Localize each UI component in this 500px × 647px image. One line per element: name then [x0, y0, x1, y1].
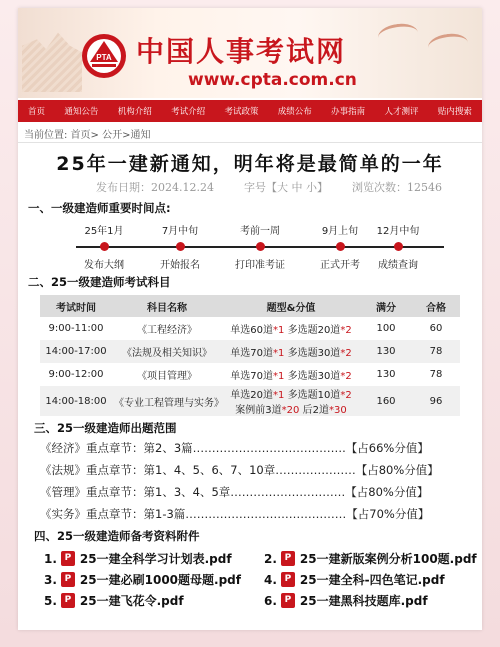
- timeline-event: 开始报名: [160, 260, 200, 271]
- nav-item-exam-policy[interactable]: 考试政策: [224, 107, 259, 117]
- exam-subjects-table: [40, 295, 460, 416]
- pdf-icon: P: [281, 551, 295, 566]
- pdf-icon: P: [61, 593, 75, 608]
- timeline-date: 7月中旬: [161, 226, 199, 237]
- nav-item-home[interactable]: 首页: [28, 107, 46, 117]
- full-score: 130: [376, 369, 396, 380]
- site-banner: [18, 8, 482, 98]
- exam-time: 14:00-18:00: [40, 386, 112, 416]
- view-count: 浏览次数：12546: [352, 181, 442, 194]
- pdf-attachment-link[interactable]: [44, 550, 232, 567]
- table-header: 合格: [412, 295, 460, 317]
- great-wall-decoration: [22, 26, 82, 92]
- nav-item-scores[interactable]: 成绩公布: [277, 107, 312, 117]
- svg-text:PTA: PTA: [96, 53, 112, 62]
- dove-icon: [377, 21, 420, 48]
- table-row: [40, 340, 460, 363]
- item-number: 6.: [264, 593, 277, 608]
- pdf-icon: P: [61, 551, 75, 566]
- main-nav: [18, 100, 482, 122]
- pdf-icon: P: [281, 572, 295, 587]
- table-header: 题型&分值: [222, 295, 360, 317]
- item-number: 5.: [44, 593, 57, 608]
- exam-time: 14:00-17:00: [40, 340, 112, 363]
- pdf-attachment-link[interactable]: [264, 592, 428, 609]
- pass-score: 96: [412, 386, 460, 416]
- full-score: 100: [376, 323, 396, 334]
- subject-name: 《专业工程管理与实务》: [112, 386, 222, 416]
- pdf-attachment-link[interactable]: [264, 550, 477, 567]
- section-heading-timeline: 一、一级建造师重要时间点:: [28, 201, 171, 215]
- timeline-dot: [176, 242, 185, 251]
- cpta-logo-icon[interactable]: [80, 32, 128, 80]
- table-row: [40, 317, 460, 340]
- nav-item-search[interactable]: 贴内搜索: [437, 107, 472, 117]
- scope-item: 《经济》重点章节：第2、3篇………………………………….【占66%分值】: [40, 441, 429, 455]
- timeline-date: 25年1月: [84, 226, 124, 237]
- table-header: 满分: [360, 295, 412, 317]
- full-score: 130: [360, 340, 412, 363]
- section-heading-scope: 三、25一级建造师出题范围: [34, 421, 177, 435]
- dove-icon: [427, 31, 470, 58]
- timeline-dot: [100, 242, 109, 251]
- pass-score: 78: [429, 369, 443, 380]
- nav-item-assessment[interactable]: 人才测评: [384, 107, 419, 117]
- item-number: 2.: [264, 551, 277, 566]
- font-size-selector[interactable]: 字号【大 中 小】: [244, 181, 328, 194]
- file-name: 25一建全科-四色笔记.pdf: [299, 573, 445, 587]
- timeline-event: 发布大纲: [84, 260, 124, 271]
- publish-date: 发布日期：2024.12.24: [96, 181, 214, 194]
- file-name: 25一建全科学习计划表.pdf: [79, 552, 232, 566]
- full-score: 160: [360, 386, 412, 416]
- table-row: [40, 363, 460, 386]
- file-name: 25一建黑科技题库.pdf: [299, 594, 428, 608]
- nav-item-about[interactable]: 机构介绍: [117, 107, 152, 117]
- file-name: 25一建必刷1000题母题.pdf: [79, 573, 241, 587]
- question-types: 单选60道*1 多选题20道*2: [230, 325, 352, 336]
- table-header-row: [40, 295, 460, 317]
- question-types: 单选70道*1 多选题30道*2: [222, 340, 360, 363]
- pass-score: 78: [412, 340, 460, 363]
- nav-item-notices[interactable]: 通知公告: [64, 107, 99, 117]
- timeline-dot: [394, 242, 403, 251]
- file-name: 25一建新版案例分析100题.pdf: [299, 552, 477, 566]
- nav-item-exam-intro[interactable]: 考试介绍: [171, 107, 206, 117]
- timeline-dot: [336, 242, 345, 251]
- subject-name: 《工程经济》: [137, 325, 197, 336]
- timeline-event: 成绩查询: [378, 260, 418, 271]
- pdf-icon: P: [281, 593, 295, 608]
- article-title: 25年一建新通知，明年将是最简单的一年: [56, 153, 444, 175]
- timeline-date: 12月中旬: [376, 226, 420, 237]
- file-name: 25一建飞花令.pdf: [79, 594, 184, 608]
- table-row: [40, 386, 460, 416]
- site-title: 中国人事考试网: [136, 35, 347, 68]
- exam-time: 9:00-11:00: [48, 323, 104, 334]
- question-types: 单选20道*1 多选题10道*2 案例前3道*20 后2道*30: [222, 386, 360, 416]
- item-number: 4.: [264, 572, 277, 587]
- timeline-date: 9月上旬: [321, 226, 359, 237]
- pdf-attachment-link[interactable]: [44, 592, 184, 609]
- subject-name: 《法规及相关知识》: [112, 340, 222, 363]
- timeline-dot: [256, 242, 265, 251]
- timeline-date: 考前一周: [240, 226, 280, 237]
- subject-name: 《项目管理》: [137, 371, 197, 382]
- scope-item: 《管理》重点章节：第1、3、4、5章…………………………【占80%分值】: [40, 485, 429, 499]
- item-number: 3.: [44, 572, 57, 587]
- breadcrumb[interactable]: 当前位置: 首页> 公开>通知: [24, 130, 151, 141]
- scope-item: 《实务》重点章节：第1-3篇……………………………………【占70%分值】: [40, 507, 430, 521]
- nav-item-guide[interactable]: 办事指南: [331, 107, 366, 117]
- timeline-event: 打印准考证: [235, 260, 285, 271]
- item-number: 1.: [44, 551, 57, 566]
- timeline-event: 正式开考: [320, 260, 360, 271]
- section-heading-subjects: 二、25一级建造师考试科目: [28, 275, 171, 289]
- pdf-attachment-link[interactable]: [264, 571, 445, 588]
- pass-score: 60: [429, 323, 443, 334]
- article-card: [18, 8, 482, 630]
- table-header: 考试时间: [40, 295, 112, 317]
- table-header: 科目名称: [112, 295, 222, 317]
- section-heading-materials: 四、25一级建造师备考资料附件: [34, 529, 200, 543]
- site-url[interactable]: www.cpta.com.cn: [188, 70, 357, 90]
- pdf-attachment-link[interactable]: [44, 571, 241, 588]
- pdf-icon: P: [61, 572, 75, 587]
- scope-item: 《法规》重点章节：第1、4、5、6、7、10章…………………【占80%分值】: [40, 463, 439, 477]
- question-types: 单选70道*1 多选题30道*2: [230, 371, 352, 382]
- exam-time: 9:00-12:00: [48, 369, 104, 380]
- divider: [18, 142, 482, 143]
